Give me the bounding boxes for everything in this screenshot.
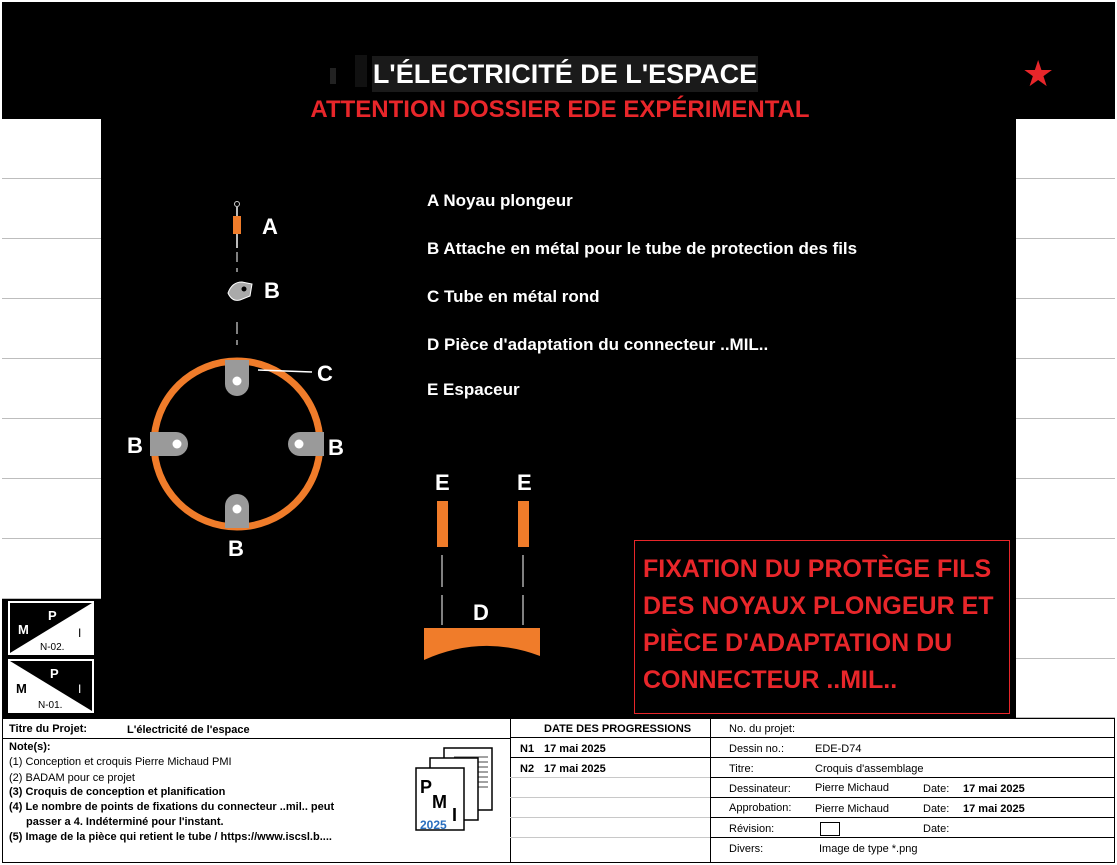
designer-date: 17 mai 2025 (963, 783, 1025, 795)
note-line: DES NOYAUX PLONGEUR ET (643, 592, 994, 620)
label-c: C (317, 361, 333, 386)
margin-cell-right (1016, 479, 1115, 539)
margin-cell-left (2, 539, 101, 599)
note-line: PIÈCE D'ADAPTATION DU (643, 629, 953, 657)
margin-cell-left (2, 299, 101, 359)
badge-i: I (78, 682, 82, 696)
revision-date-label: Date: (923, 823, 950, 835)
ring-clip-top (225, 360, 249, 396)
metal-clip-b (228, 282, 252, 300)
margin-cell-left (2, 419, 101, 479)
spacer-e-left (437, 501, 448, 547)
note-item: (4) Le nombre de points de fixations du connecteur ..mil.. peut (9, 801, 335, 813)
logo-p: P (420, 777, 433, 797)
project-title-label: Titre du Projet: (9, 723, 88, 735)
label-b-bottom: B (228, 536, 244, 561)
progress-date: 17 mai 2025 (544, 763, 606, 775)
approval-value: Pierre Michaud (815, 803, 889, 815)
revision-label: Révision: (729, 823, 775, 835)
legend-item-d: D Pièce d'adaptation du connecteur ..MIL.. (427, 335, 769, 354)
designer-date-label: Date: (923, 783, 950, 795)
project-no-label: No. du projet: (729, 723, 796, 735)
legend-item-b: B Attache en métal pour le tube de protection des fils (427, 239, 858, 258)
note-item: (1) Conception et croquis Pierre Michaud PMI (9, 756, 232, 768)
note-item: passer a 4. Indéterminé pour l'instant. (26, 816, 224, 828)
progress-date: 17 mai 2025 (544, 743, 606, 755)
notes-label: Note(s): (9, 741, 51, 753)
page-title: L'ÉLECTRICITÉ DE L'ESPACE (372, 56, 758, 92)
margin-cell-right (1016, 299, 1115, 359)
pmi-logo (414, 745, 496, 833)
margin-cell-left (2, 179, 101, 239)
label-b-right: B (328, 435, 344, 460)
misc-label: Divers: (729, 843, 764, 855)
badge-i: I (78, 626, 82, 640)
label-e-left: E (435, 470, 450, 495)
label-a: A (262, 214, 278, 239)
drawing-no-value: EDE-D74 (815, 743, 862, 755)
note-item: (2) BADAM pour ce projet (9, 772, 135, 784)
label-b-left: B (127, 433, 143, 458)
plunger-core-a (233, 202, 241, 273)
page-subtitle: ATTENTION DOSSIER EDE EXPÉRIMENTAL (310, 96, 810, 123)
drawing-no-label: Dessin no.: (729, 743, 785, 755)
approval-label: Approbation: (729, 802, 792, 814)
note-item: (3) Croquis de conception et planification (9, 786, 226, 798)
margin-cell-left (2, 359, 101, 419)
margin-cell-right (1016, 179, 1115, 239)
progress-code: N1 (520, 743, 535, 755)
margin-cell-right (1016, 599, 1115, 659)
mpi-badge (8, 659, 94, 713)
legend-item-e: E Espaceur (427, 380, 520, 399)
dot-marker (1028, 344, 1030, 346)
legend-item-a: A Noyau plongeur (427, 191, 573, 210)
label-b-top: B (264, 278, 280, 303)
badge-code: N-01. (38, 700, 63, 711)
logo-m: M (432, 792, 447, 812)
approval-date: 17 mai 2025 (963, 803, 1025, 815)
titre-label: Titre: (729, 763, 754, 775)
note-line: FIXATION DU PROTÈGE FILS (643, 555, 992, 583)
titre-value: Croquis d'assemblage (815, 763, 924, 775)
note-line: CONNECTEUR ..MIL.. (643, 666, 898, 694)
badge-code: N-02. (40, 642, 65, 653)
margin-cell-right (1016, 359, 1115, 419)
title-decoration (355, 55, 367, 87)
margin-cell-right (1016, 419, 1115, 479)
project-title-value: L'électricité de l'espace (127, 724, 250, 736)
ring-clip-left (150, 432, 188, 456)
ring-clip-bottom (225, 494, 249, 528)
logo-i: I (452, 805, 458, 825)
margin-cell-left (2, 239, 101, 299)
progress-header: DATE DES PROGRESSIONS (544, 723, 692, 735)
margin-cell-left (2, 479, 101, 539)
label-d: D (473, 600, 489, 625)
title-decoration (330, 68, 336, 84)
title-block (2, 718, 1115, 863)
legend-item-c: C Tube en métal rond (427, 287, 600, 306)
progress-code: N2 (520, 763, 535, 775)
margin-cell-right (1016, 659, 1115, 718)
badge-m: M (18, 622, 29, 637)
note-item: (5) Image de la pièce qui retient le tube / https://www.iscsl.b.... (9, 831, 332, 843)
revision-checkbox[interactable] (820, 822, 840, 836)
connector-adapter-d (424, 628, 540, 660)
margin-cell-right (1016, 119, 1115, 179)
margin-cell-right (1016, 239, 1115, 299)
badge-m: M (16, 681, 27, 696)
badge-p: P (50, 666, 59, 681)
margin-cell-left (2, 119, 101, 179)
note-box (634, 540, 1010, 714)
misc-value: Image de type *.png (819, 843, 918, 855)
designer-label: Dessinateur: (729, 783, 791, 795)
spacer-e-right (518, 501, 529, 547)
margin-cell-right (1016, 539, 1115, 599)
star-icon: ★ (1022, 53, 1055, 94)
badge-p: P (48, 608, 57, 623)
ring-clip-right (288, 432, 324, 456)
approval-date-label: Date: (923, 803, 950, 815)
mpi-badge (8, 601, 94, 655)
label-e-right: E (517, 470, 532, 495)
logo-year: 2025 (420, 818, 447, 832)
designer-value: Pierre Michaud (815, 782, 889, 794)
